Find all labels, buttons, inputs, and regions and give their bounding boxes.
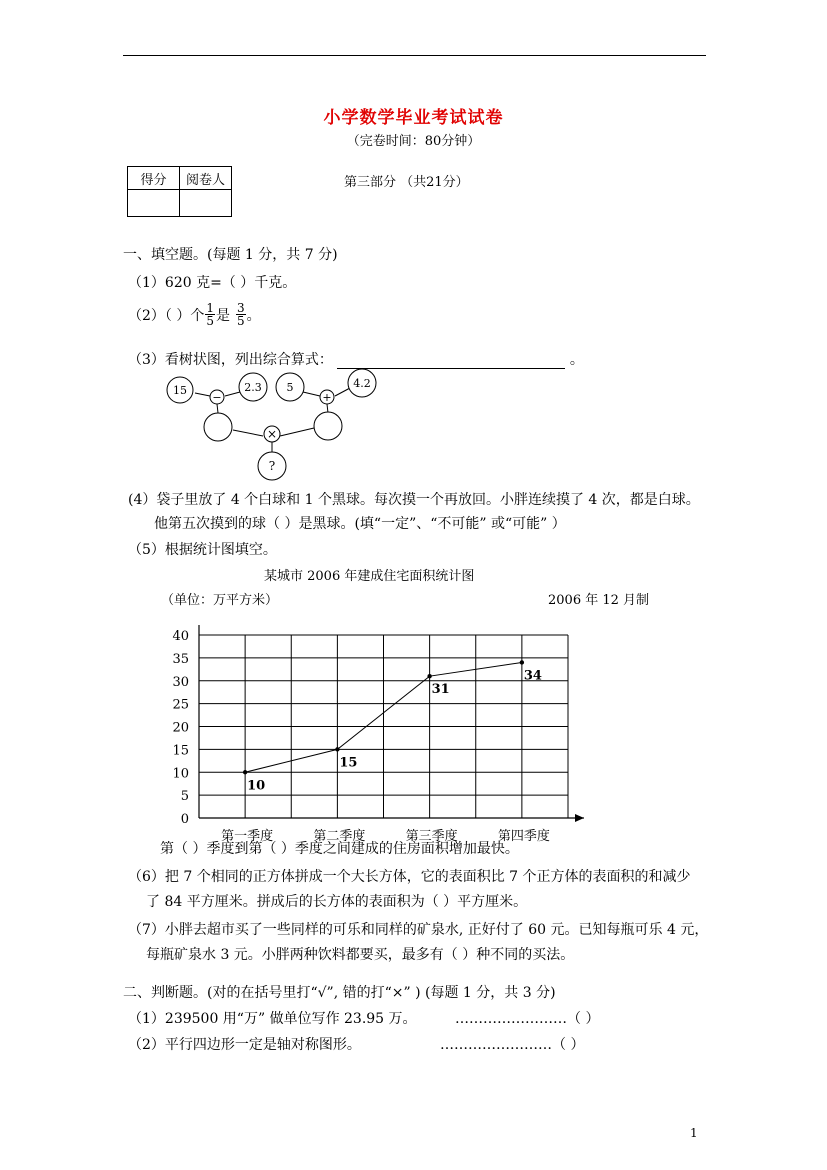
y-tick-label: 15 <box>172 743 189 759</box>
chart-unit-label: （单位：万平方米） <box>161 593 279 608</box>
frac2-numerator: 3 <box>237 301 245 315</box>
data-label: 10 <box>247 778 266 794</box>
data-point <box>243 770 247 774</box>
chart-title: 某城市 2006 年建成住宅面积统计图 <box>264 569 475 584</box>
tree-empty-node-left[interactable] <box>204 413 232 441</box>
data-label: 31 <box>431 682 450 698</box>
page-number: 1 <box>690 1126 698 1140</box>
data-label: 15 <box>339 755 358 771</box>
tree-label-2-3: 2.3 <box>244 381 262 394</box>
y-tick-label: 35 <box>172 651 189 667</box>
section2-heading: 二、判断题。(对的在括号里打“√”, 错的打“×” ) (每题 1 分，共 3 分) <box>123 985 556 1001</box>
q3-text: （3）看树状图，列出综合算式： <box>128 352 333 368</box>
y-tick-label: 0 <box>180 812 189 827</box>
x-category-label: 第一季度 <box>221 829 274 844</box>
tree-diagram <box>160 368 390 484</box>
question-4-line2: 他第五次摸到的球（ ）是黑球。(填“一定”、“不可能” 或“可能” ） <box>154 516 566 532</box>
line-chart <box>160 615 600 847</box>
y-tick-label: 25 <box>172 697 189 713</box>
score-cell[interactable] <box>128 190 180 217</box>
y-tick-label: 40 <box>172 629 189 644</box>
grader-cell[interactable] <box>180 190 232 217</box>
q2-suffix: 。 <box>246 307 261 324</box>
tree-label-5: 5 <box>286 381 294 394</box>
question-7-line2: 每瓶矿泉水 3 元。小胖两种饮料都要买，最多有（ ）种不同的买法。 <box>146 947 575 963</box>
tree-label-plus: + <box>322 391 332 404</box>
y-tick-label: 30 <box>172 674 189 690</box>
question-2 <box>128 302 261 327</box>
judge-answer-2[interactable]: ……………………（ ） <box>440 1037 585 1053</box>
header-rule <box>123 55 706 56</box>
data-label: 34 <box>523 668 542 684</box>
question-6-line2: 了 84 平方厘米。拼成后的长方体的表面积为（ ）平方厘米。 <box>146 894 528 910</box>
x-category-label: 第二季度 <box>313 829 366 844</box>
q3-end: 。 <box>569 352 584 368</box>
fraction-three-fifths <box>236 302 246 327</box>
chart-date-label: 2006 年 12 月制 <box>548 593 650 608</box>
fraction-one-fifth <box>205 302 215 327</box>
frac2-denominator: 5 <box>237 314 245 328</box>
x-axis-arrow-icon <box>575 814 584 822</box>
data-point <box>427 674 431 678</box>
exam-title: 小学数学毕业考试试卷 <box>323 108 504 128</box>
q2-prefix: （2）（ ）个 <box>128 307 205 324</box>
frac1-numerator: 1 <box>206 301 214 315</box>
data-point <box>335 747 339 751</box>
judge-question-1: （1）239500 用“万” 做单位写作 23.95 万。 <box>128 1011 417 1027</box>
exam-subtitle: （完卷时间：80分钟） <box>346 134 481 149</box>
part-label: 第三部分 （共21分） <box>344 175 469 190</box>
score-header: 得分 <box>128 167 180 190</box>
question-1: （1）620 克=（ ）千克。 <box>128 275 297 291</box>
question-7-line1: （7）小胖去超市买了一些同样的可乐和同样的矿泉水, 正好付了 60 元。已知每瓶可乐 4 元， <box>128 922 709 938</box>
question-5: （5）根据统计图填空。 <box>128 542 277 558</box>
grader-header: 阅卷人 <box>180 167 232 190</box>
judge-answer-1[interactable]: ……………………（ ） <box>455 1011 600 1027</box>
y-tick-label: 5 <box>180 789 189 805</box>
answer-blank-line[interactable] <box>337 354 565 369</box>
y-tick-label: 10 <box>172 766 189 782</box>
question-4-line1: (4）袋子里放了 4 个白球和 1 个黑球。每次摸一个再放回。小胖连续摸了 4 次，都是白球。 <box>128 492 700 508</box>
tree-label-minus: − <box>212 391 222 404</box>
judge-question-2: （2）平行四边形一定是轴对称图形。 <box>128 1037 361 1053</box>
frac1-denominator: 5 <box>206 314 214 328</box>
tree-label-times: × <box>266 427 278 441</box>
tree-empty-node-right[interactable] <box>314 412 342 440</box>
tree-label-4-2: 4.2 <box>353 377 371 390</box>
x-category-label: 第三季度 <box>405 829 458 844</box>
x-category-label: 第四季度 <box>497 829 550 844</box>
question-5-answer: 第（ ）季度到第（ ）季度之间建成的住房面积增加最快。 <box>160 841 519 857</box>
question-6-line1: （6）把 7 个相同的正方体拼成一个大长方体，它的表面积比 7 个正方体的表面积的和减少 <box>128 869 691 885</box>
score-table <box>127 166 232 217</box>
question-3 <box>128 349 584 369</box>
y-tick-label: 20 <box>172 720 189 736</box>
tree-label-result: ? <box>268 459 276 473</box>
data-point <box>520 660 524 664</box>
section1-heading: 一、填空题。(每题 1 分，共 7 分) <box>123 247 338 263</box>
tree-label-15: 15 <box>173 384 187 397</box>
q2-middle: 是 <box>216 307 230 324</box>
